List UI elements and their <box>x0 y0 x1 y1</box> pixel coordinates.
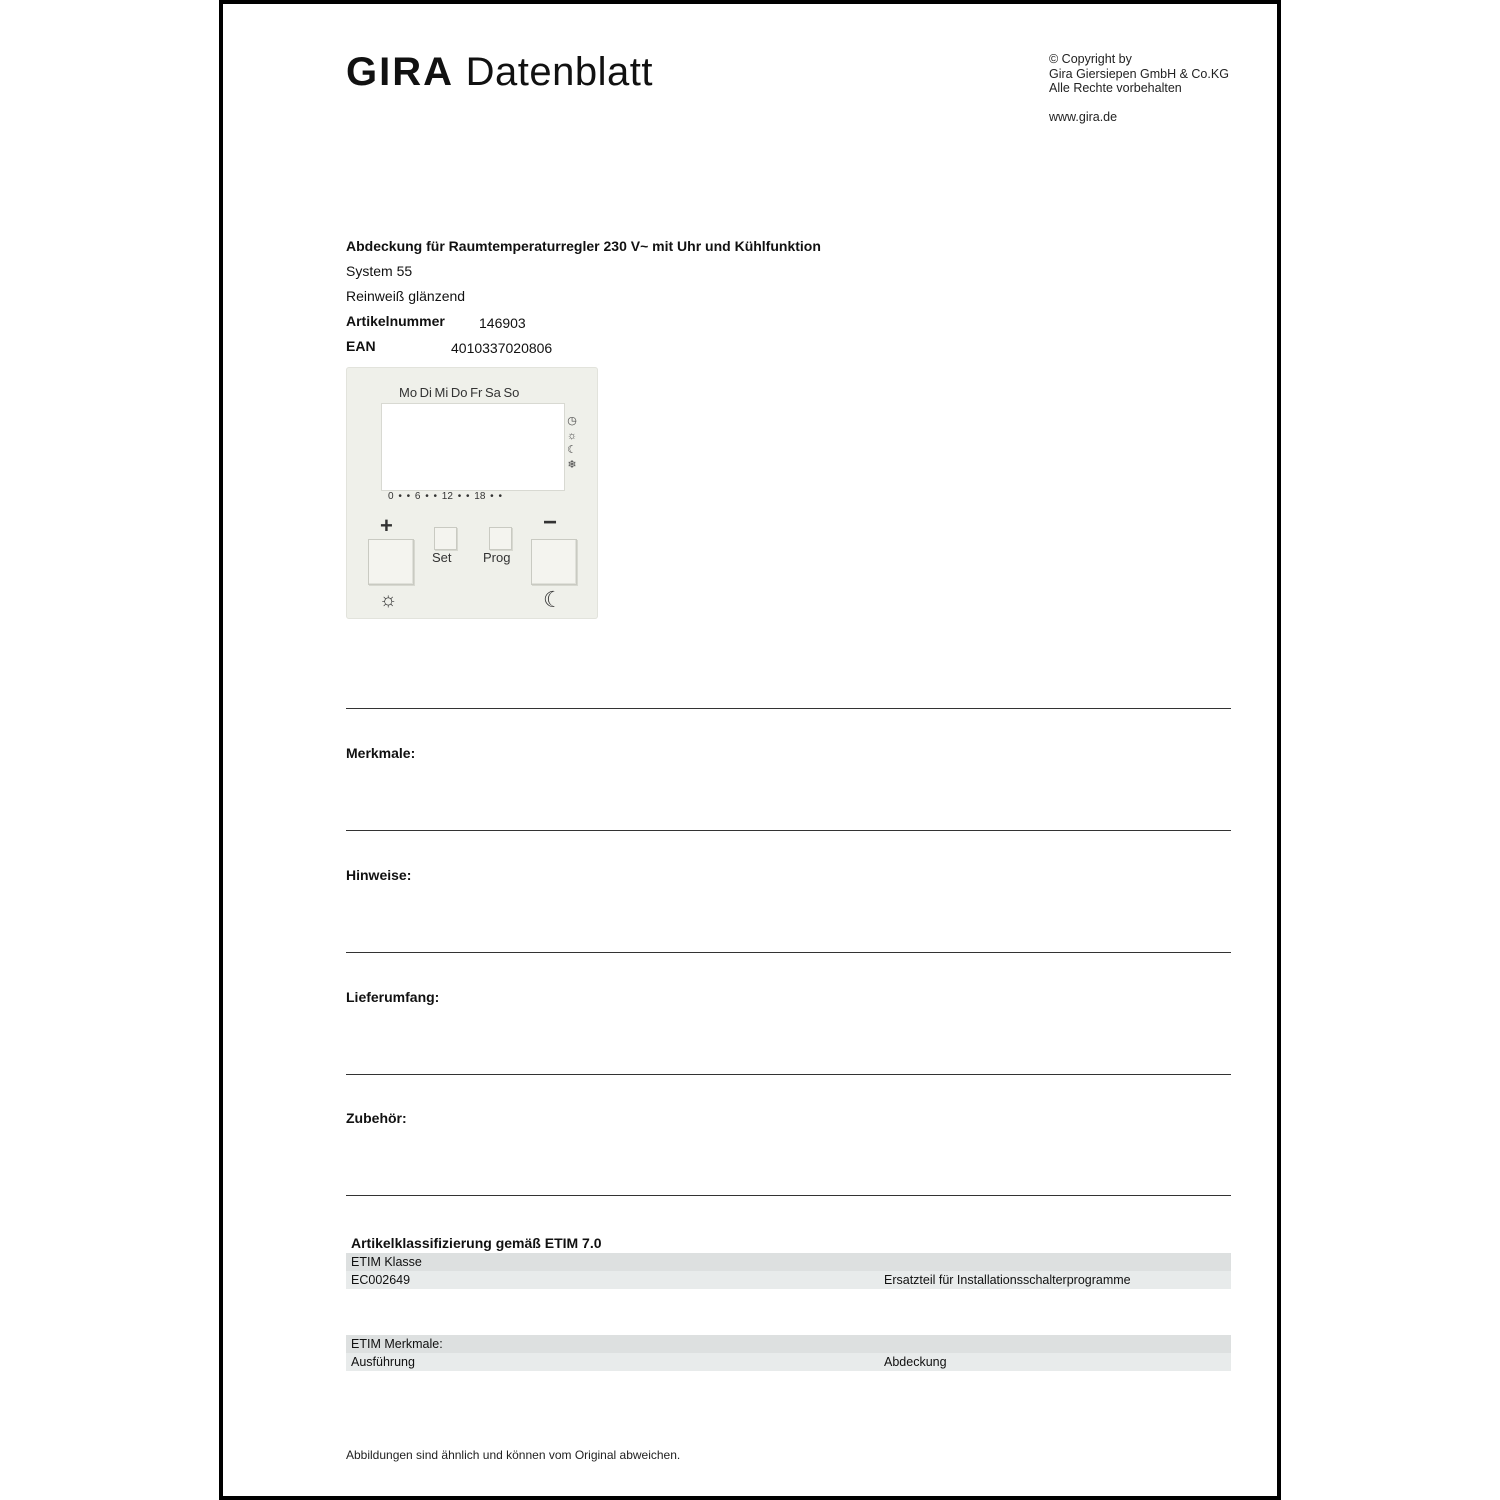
website-link[interactable]: www.gira.de <box>1049 109 1118 124</box>
document-type: Datenblatt <box>465 50 653 94</box>
article-number-label: Artikelnummer <box>346 313 445 329</box>
etim-class-name: Ersatzteil für Installationsschalterprogramme <box>884 1273 1131 1287</box>
prog-button <box>489 527 512 550</box>
prog-label: Prog <box>483 550 511 565</box>
product-system: System 55 <box>346 263 413 279</box>
divider <box>346 952 1231 953</box>
table-row <box>346 1271 1231 1289</box>
divider <box>346 1074 1231 1075</box>
divider <box>346 830 1231 831</box>
divider <box>346 1195 1231 1196</box>
minus-icon: − <box>543 509 558 536</box>
copyright-line: Gira Giersiepen GmbH & Co.KG <box>1049 66 1229 81</box>
hour-scale: 0 • • 6 • • 12 • • 18 • • <box>388 491 502 502</box>
section-merkmale: Merkmale: <box>346 745 416 761</box>
plus-icon: + <box>380 513 393 538</box>
minus-button <box>531 539 577 585</box>
lcd-display <box>381 403 565 491</box>
etim-features-header-label: ETIM Merkmale: <box>351 1337 443 1351</box>
set-label: Set <box>432 550 452 565</box>
ean-value: 4010337020806 <box>451 340 553 356</box>
article-number-value: 146903 <box>479 315 526 331</box>
divider <box>346 708 1231 709</box>
copyright-block <box>1049 52 1229 124</box>
etim-class-header <box>346 1253 1231 1271</box>
etim-features-header <box>346 1335 1231 1353</box>
weekday-labels: Mo Di Mi Do Fr Sa So <box>399 385 520 400</box>
etim-title: Artikelklassifizierung gemäß ETIM 7.0 <box>351 1235 602 1251</box>
brand-logo <box>346 48 653 96</box>
plus-button <box>368 539 414 585</box>
etim-class-code: EC002649 <box>351 1273 411 1287</box>
etim-feature-value: Abdeckung <box>884 1355 947 1369</box>
etim-class-header-label: ETIM Klasse <box>351 1255 422 1269</box>
ean-label: EAN <box>346 338 376 354</box>
product-title: Abdeckung für Raumtemperaturregler 230 V~ mit Uhr und Kühlfunktion <box>346 238 821 254</box>
clock-icon: ◷ <box>567 415 577 427</box>
snowflake-icon: ❄ <box>567 458 577 471</box>
product-image <box>346 367 598 619</box>
product-color: Reinweiß glänzend <box>346 288 466 304</box>
moon-icon: ☾ <box>543 587 563 612</box>
copyright-line: Alle Rechte vorbehalten <box>1049 81 1182 95</box>
etim-feature-name: Ausführung <box>351 1355 415 1369</box>
set-button <box>434 527 457 550</box>
disclaimer: Abbildungen sind ähnlich und können vom Original abweichen. <box>346 1448 681 1462</box>
sun-icon: ☼ <box>566 429 578 442</box>
status-icons <box>565 414 579 472</box>
section-hinweise: Hinweise: <box>346 867 412 883</box>
moon-icon: ☾ <box>567 444 577 456</box>
datasheet-page <box>219 0 1281 1500</box>
section-lieferumfang: Lieferumfang: <box>346 989 440 1005</box>
sun-icon: ☼ <box>379 589 398 611</box>
table-row <box>346 1353 1231 1371</box>
brand-name: GIRA <box>346 50 454 94</box>
section-zubehoer: Zubehör: <box>346 1110 407 1126</box>
copyright-line: © Copyright by <box>1049 52 1132 66</box>
